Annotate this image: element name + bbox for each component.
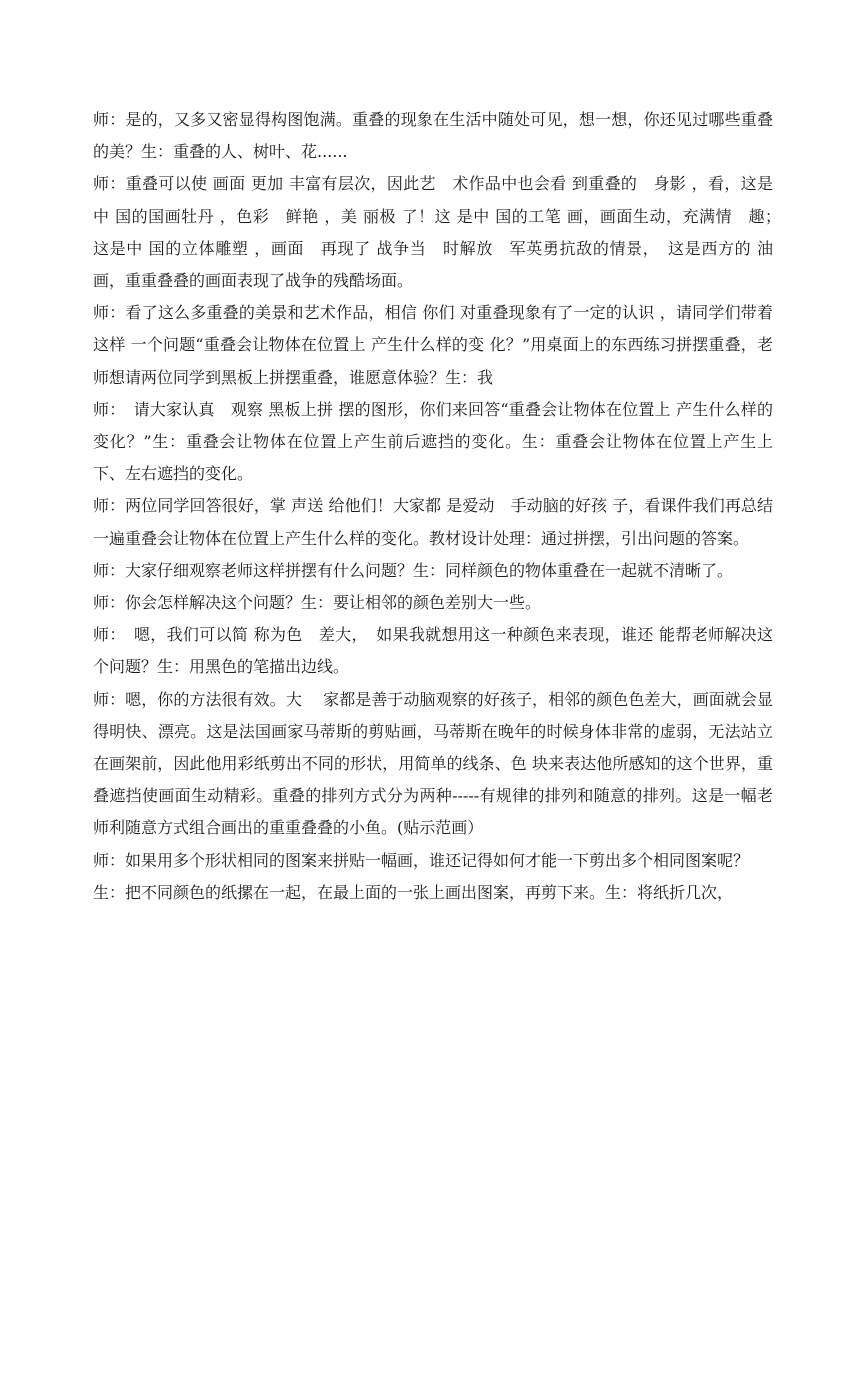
paragraph: 师：你会怎样解决这个问题？生：要让相邻的颜色差别大一些。	[93, 593, 542, 613]
document-body	[93, 104, 790, 909]
paragraph: 师：大家仔细观察老师这样拼摆有什么问题？生：同样颜色的物体重叠在一起就不清晰了。	[93, 560, 734, 580]
paragraph: 师：重叠可以使 画面 更加 丰富有层次，因此艺 术作品中也会看 到重叠的 身影 ，看，这是中 国的国画牡丹 ，色彩 鲜艳 ，美 丽极 了！这 是中 国的工笔 画，画面生动，充满情 趣； 这是中 国的立体雕塑 ，画面 再现了 战争当 时解放 军英勇抗敌的情景， 这是西方的 油画，重重叠叠的画面表现了战争的残酷场面。	[93, 174, 790, 291]
paragraph: 师：是的，又多又密显得构图饱满。重叠的现象在生活中随处可见，想一想，你还见过哪些重叠的美？生：重叠的人、树叶、花......	[93, 110, 773, 162]
paragraph: 师： 请大家认真 观察 黑板上拼 摆的图形，你们来回答“重叠会让物体在位置上 产生什么样的变化？”生：重叠会让物体在位置上产生前后遮挡的变化。生：重叠会让物体在位置上产生上下、左右遮挡的变化。	[93, 399, 773, 484]
paragraph: 师：看了这么多重叠的美景和艺术作品，相信 你们 对重叠现象有了一定的认识 ，请同学们带着这样 一个问题“重叠会让物体在位置上 产生什么样的变 化？”用桌面上的东西练习拼摆重叠，老师想请两位同学到黑板上拼摆重叠，谁愿意体验？生：我	[93, 303, 773, 387]
paragraph: 师：嗯，你的方法很有效。大 家都是善于动脑观察的好孩子，相邻的颜色色差大，画面就会显得明快、漂亮。这是法国画家马蒂斯的剪贴画，马蒂斯在晚年的时候身体非常的虚弱，无法站立在画架前，因此他用彩纸剪出不同的形状，用简单的线条、色 块来表达他所感知的这个世界，重叠遮挡使画面生动精彩。重叠的排列方式分为两种-----有规律的排列和随意的排列。这是一幅老师利随意方式组合画出的重重叠叠的小鱼。(贴示范画）	[93, 689, 773, 838]
paragraph: 师：两位同学回答很好，掌 声送 给他们！大家都 是爱动 手动脑的好孩 子，看课件我们再总结 一遍重叠会让物体在位置上产生什么样的变化。教材设计处理：通过拼摆，引出问题的答案。	[93, 496, 790, 548]
paragraph: 生：把不同颜色的纸摞在一起，在最上面的一张上画出图案，再剪下来。生：将纸折几次，	[93, 882, 734, 902]
paragraph: 师：如果用多个形状相同的图案来拼贴一幅画，谁还记得如何才能一下剪出多个相同图案呢？	[93, 850, 750, 870]
paragraph: 师： 嗯，我们可以简 称为色 差大， 如果我就想用这一种颜色来表现，谁还 能帮老师解决这个问题？生：用黑色的笔描出边线。	[93, 625, 773, 677]
